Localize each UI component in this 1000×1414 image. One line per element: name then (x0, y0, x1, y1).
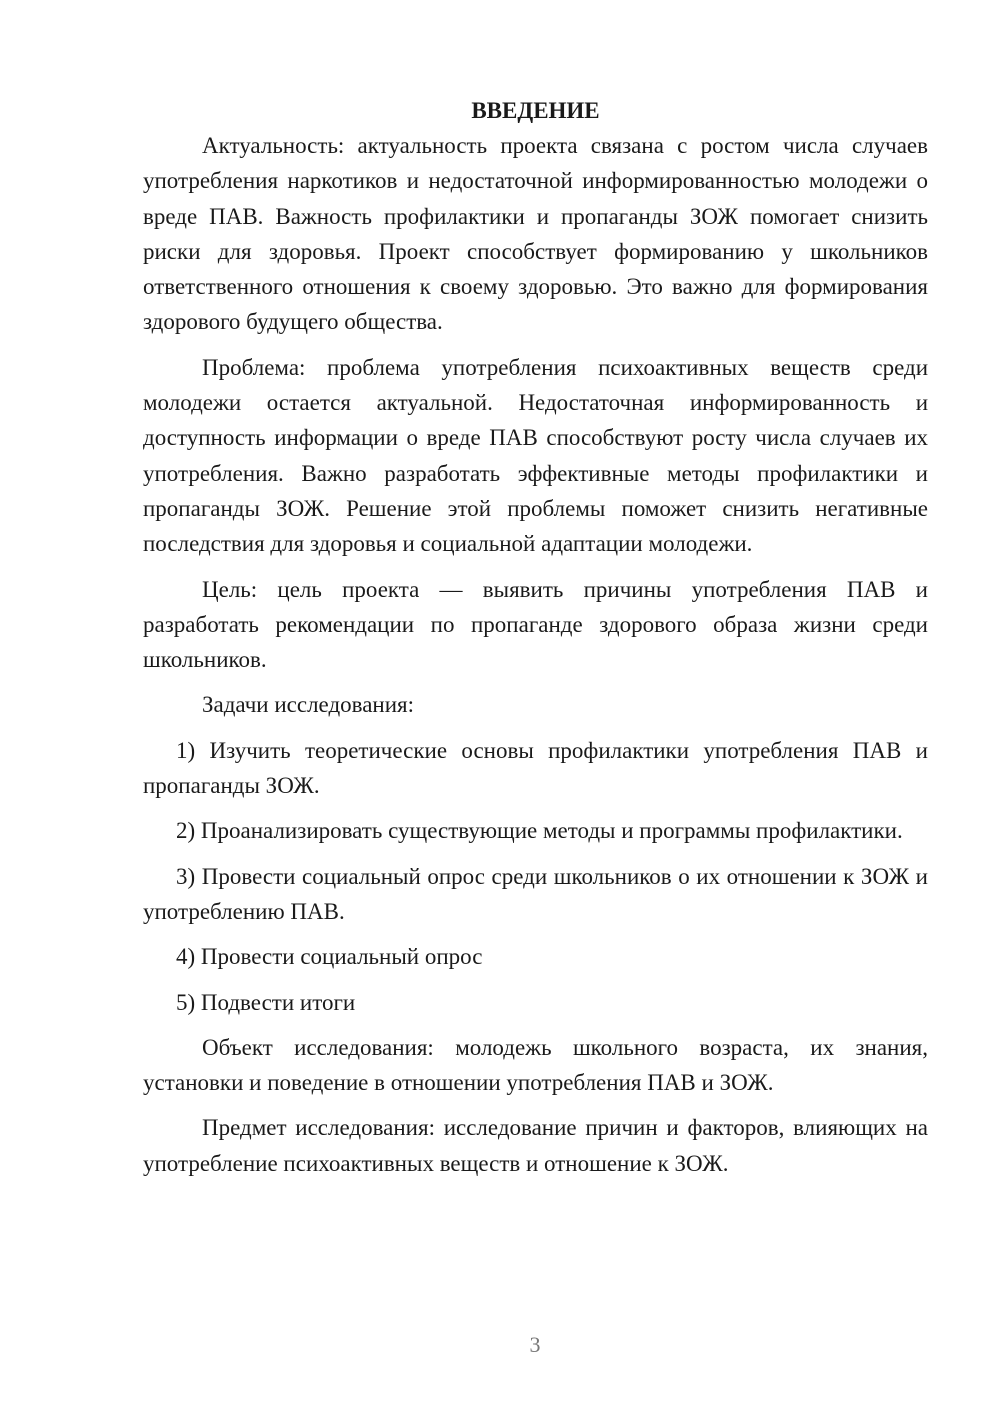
task-item-3: 3) Провести социальный опрос среди школьников о их отношении к ЗОЖ и употреблению ПАВ. (143, 863, 928, 924)
page-title: ВВЕДЕНИЕ (471, 98, 600, 123)
goal-paragraph: Цель: цель проекта — выявить причины употребления ПАВ и разработать рекомендации по пропаганде здорового образа жизни среди школьников. (143, 576, 928, 673)
task-item-2: 2) Проанализировать существующие методы и программы профилактики. (176, 818, 903, 844)
document-page (143, 93, 928, 1181)
subject-paragraph: Предмет исследования: исследование причин и факторов, влияющих на употребление психоактивных веществ и отношение к ЗОЖ. (143, 1115, 928, 1176)
page-number: 3 (529, 1332, 541, 1357)
object-paragraph: Объект исследования: молодежь школьного возраста, их знания, установки и поведение в отношении употребления ПАВ и ЗОЖ. (143, 1034, 928, 1096)
task-item-5: 5) Подвести итоги (176, 989, 356, 1015)
task-item-1: 1) Изучить теоретические основы профилактики употребления ПАВ и пропаганды ЗОЖ. (143, 737, 928, 799)
problem-paragraph: Проблема: проблема употребления психоактивных веществ среди молодежи остается актуальной. Недостаточная информированность и доступность информации о вреде ПАВ способствуют росту числа случаев их употребления. Важно разработать эффективные методы профилактики и пропаганды ЗОЖ. Решение этой проблемы поможет снизить негативные последствия для здоровья и социальной адаптации молодежи. (143, 354, 928, 557)
tasks-heading: Задачи исследования: (202, 692, 415, 718)
relevance-paragraph: Актуальность: актуальность проекта связана с ростом числа случаев употребления наркотиков и недостаточной информированностью молодежи о вреде ПАВ. Важность профилактики и пропаганды ЗОЖ помогает снизить риски для здоровья. Проект способствует формированию у школьников ответственного отношения к своему здоровью. Это важно для формирования здорового будущего общества. (143, 133, 928, 335)
task-item-4: 4) Провести социальный опрос (176, 944, 483, 970)
